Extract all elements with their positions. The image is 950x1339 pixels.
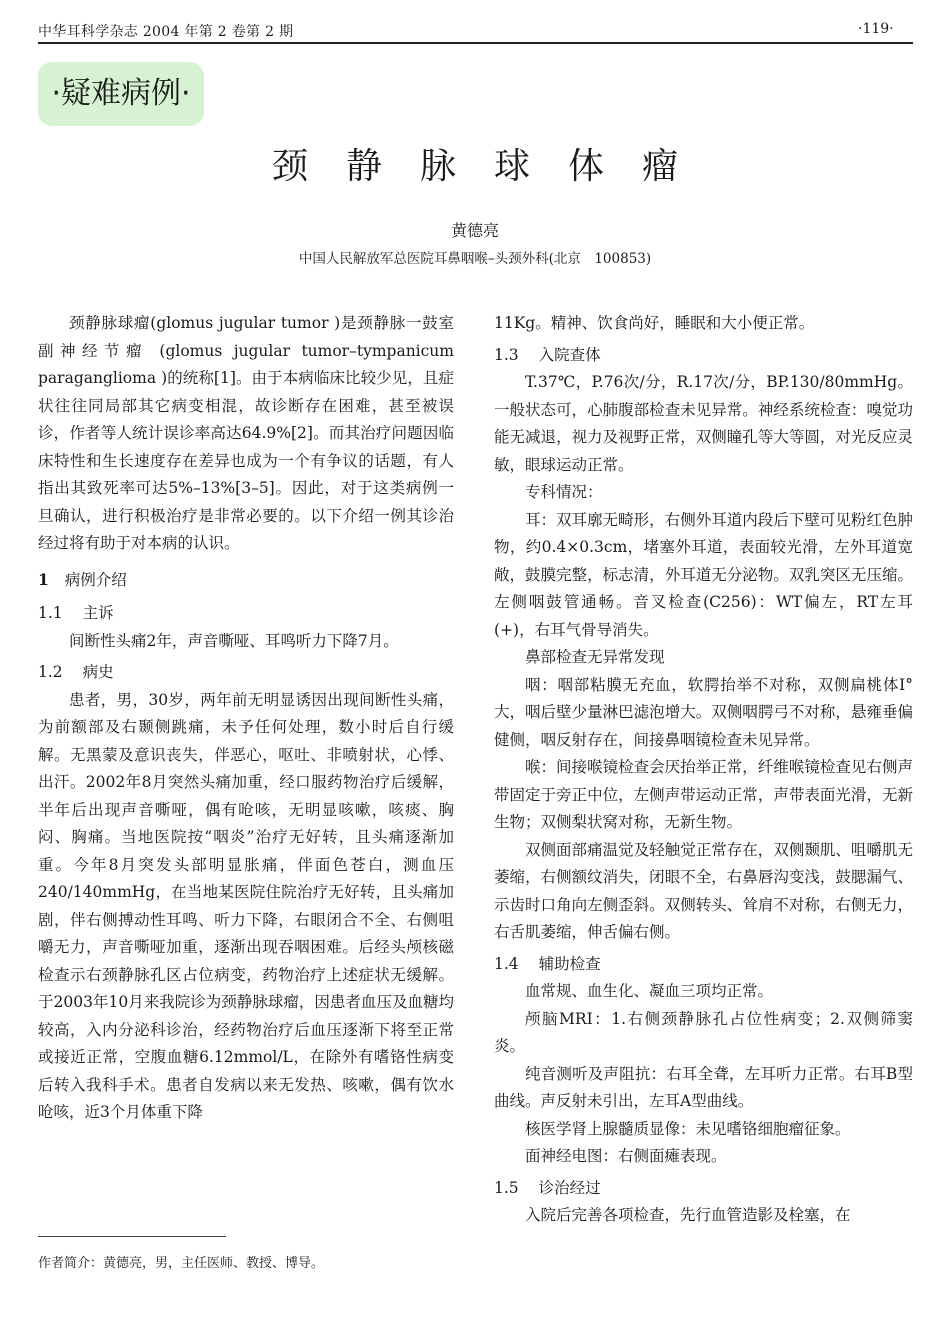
left-column — [38, 310, 454, 1127]
pharynx-exam-paragraph: 咽：咽部粘膜无充血，软腭抬举不对称，双侧扁桃体I°大，咽后壁少量淋巴滤泡增大。双侧咽腭弓不对称，悬雍垂偏健侧，咽反射存在，间接鼻咽镜检查未见异常。 — [494, 675, 913, 749]
face-exam-paragraph: 双侧面部痛温觉及轻触觉正常存在，双侧颞肌、咀嚼肌无萎缩，右侧额纹消失，闭眼不全，右鼻唇沟变浅，鼓腮漏气、示齿时口角向左侧歪斜。双侧转头、耸肩不对称，右侧无力，右舌肌萎缩，伸舌偏右侧。 — [494, 840, 913, 941]
facial-emg-paragraph: 面神经电图：右侧面瘫表现。 — [525, 1147, 727, 1165]
right-column — [494, 310, 913, 1230]
page-number: ·119· — [858, 21, 894, 37]
nuclear-medicine-paragraph: 核医学肾上腺髓质显像：未见嗜铬细胞瘤征象。 — [525, 1119, 851, 1138]
specialty-label: 专科情况： — [525, 483, 603, 501]
author-footnote: 作者简介：黄德亮，男，主任医师、教授、博导。 — [38, 1256, 325, 1271]
intro-paragraph: 颈静脉球瘤(glomus jugular tumor )是颈静脉一鼓室副神经节瘤 (glomus jugular tumor–tympanicum paraganglioma )的统称[1]。由于本病临床比较少见，且症状往往同局部其它病变相混，故诊断存在困难，甚至被误诊，作者等人统计误诊率高达64.9%[2]。而其治疗问题因临床特性和生长速度存在差异也成为一个有争议的话题，有人指出其致死率可达5%–13%[3–5]。因此，对于这类病例一旦确认，进行积极治疗是非常必要的。以下介绍一例其诊治经过将有助于对本病的认识。 — [38, 314, 454, 552]
subsection-heading — [494, 1175, 913, 1203]
section-badge: ·疑难病例· — [38, 62, 204, 126]
subsection-title: 主诉 — [82, 604, 114, 622]
blood-test-paragraph: 血常规、血生化、凝血三项均正常。 — [525, 982, 774, 1000]
subsection-title: 诊治经过 — [538, 1178, 601, 1197]
ear-exam-paragraph: 耳：双耳廓无畸形，右侧外耳道内段后下壁可见粉红色肿物，约0.4×0.3cm，堵塞外耳道，表面较光滑，左外耳道宽敞，鼓膜完整，标志清，外耳道无分泌物。双乳突区无压缩。左侧咽鼓管通畅。音叉检查(C256)：WT偏左，RT左耳(+)，右耳气骨导消失。 — [494, 510, 913, 639]
chief-complaint-paragraph: 间断性头痛2年，声音嘶哑、耳鸣听力下降7月。 — [69, 631, 399, 650]
subsection-title: 入院查体 — [538, 345, 601, 364]
section-number: 1 — [38, 569, 49, 589]
subsection-heading — [494, 951, 913, 979]
nose-exam-paragraph: 鼻部检查无异常发现 — [525, 648, 665, 666]
footnote-rule — [38, 1236, 226, 1237]
subsection-heading — [38, 600, 454, 628]
history-continued-paragraph: 11Kg。精神、饮食尚好，睡眠和大小便正常。 — [494, 314, 815, 332]
vitals-paragraph: T.37℃，P.76次/分，R.17次/分，BP.130/80mmHg。一般状态可，心肺腹部检查未见异常。神经系统检查：嗅觉功能无减退，视力及视野正常，双侧瞳孔等大等圆，对光反应灵敏，眼球运动正常。 — [494, 373, 913, 474]
subsection-number: 1.2 — [38, 663, 63, 681]
section-title: 病例介绍 — [64, 570, 127, 589]
mri-paragraph: 颅脑MRI：1.右侧颈静脉孔占位性病变；2.双侧筛窦炎。 — [494, 1009, 913, 1055]
subsection-number: 1.1 — [38, 604, 63, 622]
subsection-title: 辅助检查 — [538, 954, 601, 973]
subsection-number: 1.5 — [494, 1178, 519, 1197]
subsection-heading — [38, 659, 454, 687]
treatment-paragraph: 入院后完善各项检查，先行血管造影及栓塞，在 — [525, 1206, 851, 1224]
history-paragraph: 患者，男，30岁，两年前无明显诱因出现间断性头痛，为前额部及右颞侧跳痛，未予任何处理，数小时后自行缓解。无黑蒙及意识丧失，伴恶心，呕吐、非喷射状，心悸、出汗。2002年8月突然头痛加重，经口服药物治疗后缓解，半年后出现声音嘶哑，偶有呛咳，无明显咳嗽，咳痰、胸闷、胸痛。当地医院按“咽炎”治疗无好转，且头痛逐渐加重。今年8月突发头部明显胀痛，伴面色苍白，测血压240/140mmHg，在当地某医院住院治疗无好转，且头痛加剧，伴右侧搏动性耳鸣、听力下降，右眼闭合不全、右侧咀嚼无力，声音嘶哑加重，逐渐出现吞咽困难。后经头颅核磁检查示右颈静脉孔区占位病变，药物治疗上述症状无缓解。于2003年10月来我院诊为颈静脉球瘤，因患者血压及血糖均较高，入内分泌科诊治，经药物治疗后血压逐渐下将至正常或接近正常，空腹血糖6.12mmol/L，在除外有嗜铬性病变后转入我科手术。患者自发病以来无发热、咳嗽，偶有饮水呛咳，近3个月体重下降 — [38, 690, 454, 1121]
subsection-number: 1.4 — [494, 954, 519, 973]
larynx-exam-paragraph: 喉：间接喉镜检查会厌抬举正常，纤维喉镜检查见右侧声带固定于旁正中位，左侧声带运动正常，声带表面光滑，无新生物；双侧梨状窝对称，无新生物。 — [494, 758, 913, 831]
subsection-heading — [494, 342, 913, 370]
affiliation: 中国人民解放军总医院耳鼻咽喉–头颈外科(北京 100853) — [298, 251, 652, 267]
subsection-number: 1.3 — [494, 345, 519, 364]
header-rule — [38, 42, 913, 44]
author: 黄德亮 — [450, 221, 499, 240]
audiometry-paragraph: 纯音测听及声阻抗：右耳全聋，左耳听力正常。右耳B型曲线。声反射未引出，左耳A型曲线。 — [494, 1064, 913, 1110]
subsection-title: 病史 — [82, 663, 114, 681]
section-heading — [38, 566, 454, 595]
journal-header: 中华耳科学杂志 2004 年第 2 卷第 2 期 — [38, 24, 294, 40]
article-title: 颈静脉球体瘤 — [271, 146, 716, 187]
